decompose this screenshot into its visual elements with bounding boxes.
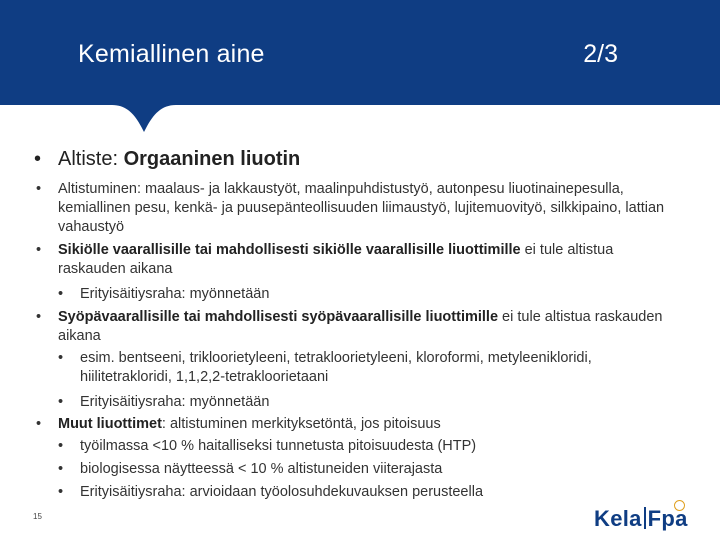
- slide-page-indicator: 2/3: [583, 40, 618, 68]
- list-item: [58, 483, 670, 502]
- list-item: [58, 460, 670, 479]
- main-heading-value: Orgaaninen liuotin: [123, 148, 301, 170]
- bullet-icon: •: [58, 461, 64, 477]
- list-item-text: Erityisäitiysraha: myönnetään: [80, 394, 270, 410]
- slide-header: [0, 0, 720, 105]
- bullet-icon: •: [58, 350, 64, 366]
- list-item-text: Erityisäitiysraha: arvioidaan työolosuhdekuvauksen perusteella: [80, 484, 484, 500]
- list-item: [58, 393, 670, 412]
- list-item-text: Erityisäitiysraha: myönnetään: [80, 286, 270, 302]
- bullet-icon: •: [58, 438, 64, 454]
- list-item-text: työilmassa <10 % haitalliseksi tunnetusta pitoisuudesta (HTP): [80, 438, 477, 454]
- list-item-text: ei tule altistua raskauden aikana: [58, 309, 663, 344]
- bullet-icon: •: [34, 148, 42, 170]
- bullet-icon: •: [58, 286, 64, 302]
- bullet-icon: •: [36, 309, 42, 325]
- list-item: [36, 308, 670, 346]
- list-item-text: : altistuminen merkityksetöntä, jos pitoisuus: [161, 416, 441, 432]
- header-notch-icon: [112, 104, 176, 134]
- logo-text-right: Fpa: [647, 506, 688, 531]
- list-item-text: biologisessa näytteessä < 10 % altistuneiden viiterajasta: [80, 461, 443, 477]
- logo-divider: [644, 507, 646, 529]
- list-item-bold: Muut liuottimet: [58, 416, 162, 432]
- list-item: [58, 285, 670, 304]
- kela-fpa-logo: [594, 500, 694, 534]
- list-item: [36, 180, 670, 237]
- bullet-icon: •: [36, 242, 42, 258]
- list-item-text: esim. bentseeni, trikloorietyleeni, tetrakloorietyleeni, kloroformi, metyleenikloridi, hiilitetrakloridi, 1,1,2,2-tetrakloorietaani: [80, 350, 592, 385]
- logo-badge-icon: [674, 500, 685, 511]
- bullet-icon: •: [36, 416, 42, 432]
- list-item: [36, 241, 670, 279]
- bullet-icon: •: [58, 394, 64, 410]
- list-item: [58, 349, 670, 387]
- list-item-bold: Syöpävaarallisille tai mahdollisesti syöpävaarallisille liuottimille: [58, 309, 499, 325]
- main-heading-label: Altiste:: [58, 148, 124, 170]
- bullet-icon: •: [58, 484, 64, 500]
- list-item: [36, 415, 670, 434]
- list-item-bold: Sikiölle vaarallisille tai mahdollisesti sikiölle vaarallisille liuottimille: [58, 242, 521, 258]
- list-item-text: ei tule altistua raskauden aikana: [58, 242, 614, 277]
- list-item: [58, 437, 670, 456]
- bullet-icon: •: [36, 181, 42, 197]
- page-number: 15: [33, 512, 42, 521]
- list-item-text: Altistuminen: maalaus- ja lakkaustyöt, maalinpuhdistustyö, autonpesu liuotinainepesulla, kemiallinen pesu, kenkä- ja puusepänteollisuuden liimaustyö, lujitemuovityö, silkkipaino, lattian vahaustyö: [58, 181, 665, 235]
- logo-text-left: Kela: [594, 506, 642, 531]
- slide-title: Kemiallinen aine: [78, 40, 265, 68]
